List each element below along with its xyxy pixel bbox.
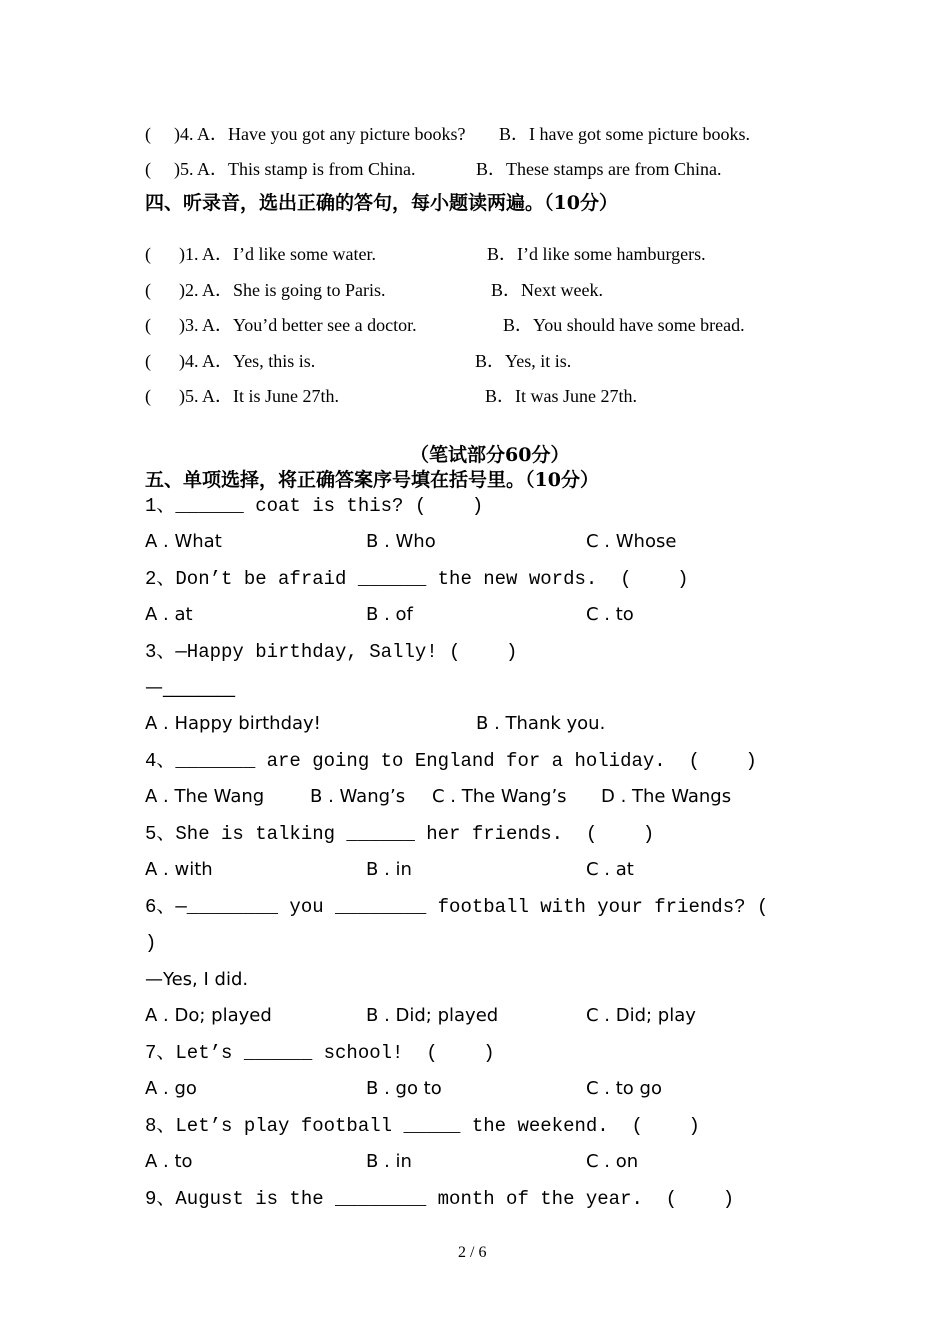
question-option-b: B．It was June 27th.: [485, 386, 637, 406]
option-a: A . to: [145, 1151, 193, 1172]
option-a: A . at: [145, 604, 193, 625]
option-c: C . on: [586, 1151, 639, 1172]
option-c: C . at: [586, 859, 634, 880]
option-b: B . Who: [366, 531, 436, 552]
listening-item-a: )5. A．This stamp is from China.: [174, 159, 416, 179]
question-option-b: B．I’d like some hamburgers.: [487, 244, 706, 264]
option-b: B . of: [366, 604, 413, 625]
question-stem: 5、She is talking ______ her friends. ( ): [145, 823, 655, 845]
option-b: B . Thank you.: [476, 713, 606, 734]
option-a: A . go: [145, 1078, 197, 1099]
question-option-b: B．Next week.: [491, 280, 603, 300]
option-a: A . with: [145, 859, 213, 880]
question-paren: (: [145, 280, 151, 300]
listening-paren: (: [145, 159, 151, 179]
option-c: C . The Wang’s: [432, 786, 567, 807]
option-c: C . to: [586, 604, 634, 625]
question-paren: (: [145, 244, 151, 264]
option-c: C . to go: [586, 1078, 662, 1099]
question-paren: (: [145, 315, 151, 335]
option-d: D . The Wangs: [601, 786, 732, 807]
question-stem: 2、Don’t be afraid ______ the new words. ( ): [145, 568, 689, 590]
question-option-b: B．You should have some bread.: [503, 315, 745, 335]
option-b: B . Wang’s: [310, 786, 406, 807]
answer-line: —Yes, I did.: [145, 969, 249, 990]
question-stem: 6、—________ you ________ football with your friends? (: [145, 896, 769, 918]
question-stem-continued: ): [145, 932, 157, 954]
option-a: A . What: [145, 531, 222, 552]
question-stem: 8、Let’s play football _____ the weekend. ( ): [145, 1115, 700, 1137]
listening-paren: (: [145, 124, 151, 144]
page-number: 2 / 6: [458, 1244, 487, 1261]
option-c: C . Whose: [586, 531, 677, 552]
option-b: B . go to: [366, 1078, 442, 1099]
question-stem: 4、_______ are going to England for a holiday. ( ): [145, 750, 757, 772]
question-option-a: )5. A．It is June 27th.: [179, 386, 339, 406]
option-b: B . in: [366, 859, 412, 880]
option-a: A . Happy birthday!: [145, 713, 321, 734]
listening-item-b: B．These stamps are from China.: [476, 159, 722, 179]
option-b: B . Did; played: [366, 1005, 499, 1026]
option-a: A . Do; played: [145, 1005, 272, 1026]
section-heading: 五、单项选择，将正确答案序号填在括号里。（10分）: [145, 469, 599, 491]
answer-blank: —________: [145, 677, 235, 698]
question-paren: (: [145, 351, 151, 371]
question-option-b: B．Yes, it is.: [475, 351, 572, 371]
question-stem: 9、August is the ________ month of the year. ( ): [145, 1188, 735, 1210]
listening-item-b: B．I have got some picture books.: [499, 124, 750, 144]
option-c: C . Did; play: [586, 1005, 696, 1026]
section-heading: 四、听录音，选出正确的答句，每小题读两遍。（10分）: [145, 192, 618, 214]
question-paren: (: [145, 386, 151, 406]
written-part-title: （笔试部分60分）: [410, 444, 570, 466]
option-a: A . The Wang: [145, 786, 265, 807]
question-stem: 1、______ coat is this? ( ): [145, 495, 484, 517]
question-option-a: )3. A．You’d better see a doctor.: [179, 315, 417, 335]
question-stem: 3、—Happy birthday, Sally! ( ): [145, 641, 518, 663]
option-b: B . in: [366, 1151, 412, 1172]
question-option-a: )4. A．Yes, this is.: [179, 351, 316, 371]
question-option-a: )1. A．I’d like some water.: [179, 244, 376, 264]
listening-item-a: )4. A．Have you got any picture books?: [174, 124, 466, 144]
question-stem: 7、Let’s ______ school! ( ): [145, 1042, 495, 1064]
question-option-a: )2. A．She is going to Paris.: [179, 280, 386, 300]
